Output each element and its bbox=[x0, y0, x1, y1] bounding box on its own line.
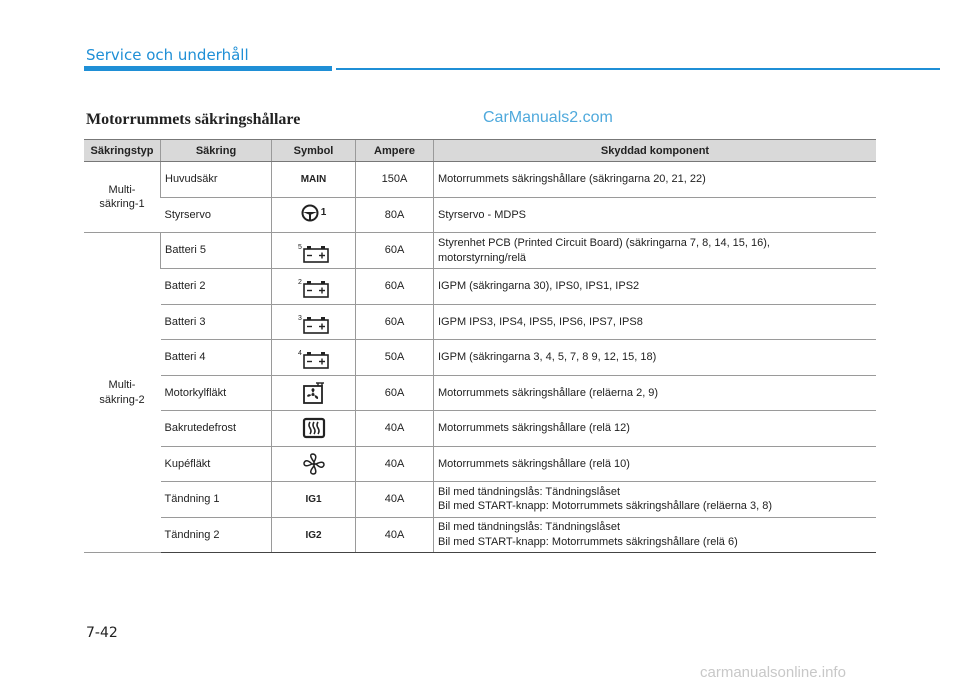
fuse-type-group-2: Multi- säkring-2 bbox=[84, 233, 161, 553]
table-row bbox=[84, 162, 876, 198]
rear-defrost-icon bbox=[302, 417, 326, 439]
cooling-fan-icon bbox=[302, 382, 326, 404]
component-text: IGPM (säkringarna 30), IPS0, IPS1, IPS2 bbox=[434, 269, 877, 305]
table-row bbox=[84, 446, 876, 482]
battery-number: 4 bbox=[298, 350, 302, 358]
symbol-cell bbox=[272, 375, 356, 411]
component-text: Motorrummets säkringshållare (säkringarna 20, 21, 22) bbox=[434, 162, 877, 198]
battery-icon bbox=[303, 245, 329, 263]
table-row bbox=[84, 340, 876, 376]
symbol-text: MAIN bbox=[300, 174, 327, 186]
ampere-value: 60A bbox=[356, 375, 434, 411]
symbol-cell bbox=[272, 304, 356, 340]
ampere-value: 40A bbox=[356, 517, 434, 553]
ampere-value: 60A bbox=[356, 233, 434, 269]
table-row bbox=[84, 482, 876, 518]
col-header-symbol: Symbol bbox=[272, 140, 356, 162]
symbol-cell bbox=[272, 340, 356, 376]
component-text: Bil med tändningslås: Tändningslåset Bil med START-knapp: Motorrummets säkringshållare (reläerna 3, 8) bbox=[434, 482, 877, 518]
component-text: IGPM (säkringarna 3, 4, 5, 7, 8 9, 12, 15, 18) bbox=[434, 340, 877, 376]
ampere-value: 60A bbox=[356, 304, 434, 340]
page-title: Motorrummets säkringshållare bbox=[86, 111, 301, 128]
symbol-cell bbox=[272, 269, 356, 305]
table-row bbox=[84, 233, 876, 269]
table-row bbox=[84, 411, 876, 447]
component-text: Bil med tändningslås: Tändningslåset Bil med START-knapp: Motorrummets säkringshållare (relä 6) bbox=[434, 517, 877, 553]
watermark-link[interactable]: CarManuals2.com bbox=[483, 109, 613, 126]
symbol-cell bbox=[272, 482, 356, 518]
ampere-value: 80A bbox=[356, 198, 434, 233]
symbol-cell bbox=[272, 446, 356, 482]
component-text: Styrservo - MDPS bbox=[434, 198, 877, 233]
section-title: Service och underhåll bbox=[86, 46, 249, 64]
fuse-name: Kupéfläkt bbox=[161, 446, 272, 482]
steering-icon bbox=[301, 204, 319, 222]
table-row bbox=[84, 269, 876, 305]
ampere-value: 150A bbox=[356, 162, 434, 198]
table-header-row bbox=[84, 140, 876, 162]
battery-icon bbox=[303, 316, 329, 334]
fuse-name: Motorkylfläkt bbox=[161, 375, 272, 411]
fuse-name: Huvudsäkr bbox=[161, 162, 272, 198]
table-row bbox=[84, 375, 876, 411]
fuse-name: Batteri 5 bbox=[161, 233, 272, 269]
battery-icon bbox=[303, 280, 329, 298]
ampere-value: 60A bbox=[356, 269, 434, 305]
symbol-text: IG2 bbox=[305, 529, 322, 541]
component-text: Styrenhet PCB (Printed Circuit Board) (säkringarna 7, 8, 14, 15, 16), motorstyrning/relä bbox=[434, 233, 877, 269]
section-rule-thin bbox=[336, 68, 940, 70]
table-row bbox=[84, 304, 876, 340]
fuse-type-group-1: Multi- säkring-1 bbox=[84, 162, 161, 233]
symbol-cell bbox=[272, 411, 356, 447]
component-text: Motorrummets säkringshållare (relä 12) bbox=[434, 411, 877, 447]
fuse-name: Tändning 2 bbox=[161, 517, 272, 553]
ampere-value: 50A bbox=[356, 340, 434, 376]
col-header-component: Skyddad komponent bbox=[434, 140, 877, 162]
symbol-cell bbox=[272, 517, 356, 553]
component-text: Motorrummets säkringshållare (relä 10) bbox=[434, 446, 877, 482]
table-row bbox=[84, 517, 876, 553]
fuse-name: Batteri 4 bbox=[161, 340, 272, 376]
col-header-ampere: Ampere bbox=[356, 140, 434, 162]
symbol-cell bbox=[272, 233, 356, 269]
battery-number: 2 bbox=[298, 279, 302, 287]
component-text: Motorrummets säkringshållare (reläerna 2, 9) bbox=[434, 375, 877, 411]
battery-icon bbox=[303, 351, 329, 369]
component-text: IGPM IPS3, IPS4, IPS5, IPS6, IPS7, IPS8 bbox=[434, 304, 877, 340]
symbol-cell bbox=[272, 198, 356, 233]
ampere-value: 40A bbox=[356, 411, 434, 447]
col-header-type: Säkringstyp bbox=[84, 140, 161, 162]
symbol-text: 1 bbox=[320, 207, 327, 219]
page-number: 7-42 bbox=[86, 625, 118, 641]
fuse-name: Styrservo bbox=[161, 198, 272, 233]
fuse-name: Tändning 1 bbox=[161, 482, 272, 518]
battery-number: 3 bbox=[298, 314, 302, 322]
ampere-value: 40A bbox=[356, 482, 434, 518]
symbol-cell bbox=[272, 162, 356, 198]
blower-fan-icon bbox=[302, 452, 326, 476]
footer-site-link[interactable]: carmanualsonline.info bbox=[700, 664, 846, 681]
fuse-table bbox=[84, 139, 876, 553]
fuse-name: Bakrutedefrost bbox=[161, 411, 272, 447]
col-header-fuse: Säkring bbox=[161, 140, 272, 162]
ampere-value: 40A bbox=[356, 446, 434, 482]
section-rule-thick bbox=[84, 66, 332, 71]
table-row bbox=[84, 198, 876, 233]
battery-number: 5 bbox=[298, 243, 302, 251]
symbol-text: IG1 bbox=[305, 494, 322, 506]
fuse-name: Batteri 2 bbox=[161, 269, 272, 305]
fuse-name: Batteri 3 bbox=[161, 304, 272, 340]
